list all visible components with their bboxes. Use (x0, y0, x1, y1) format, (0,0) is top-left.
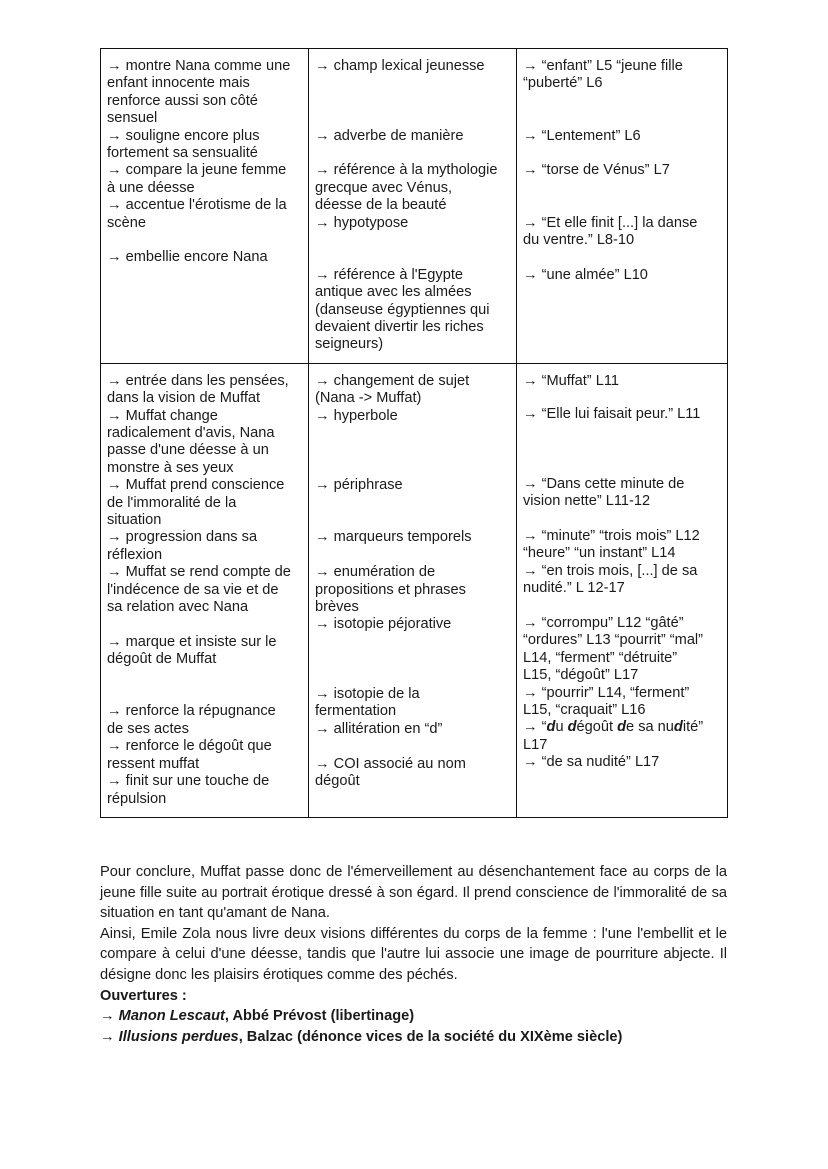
cell-line: → marqueurs temporels (315, 529, 472, 546)
cell-line: → montre Nana comme une (107, 58, 291, 74)
cell-line: → “en trois mois, [...] de sa (523, 562, 698, 579)
book-title: Illusions perdues (118, 1028, 239, 1045)
cell-line: ressent muffat (107, 755, 200, 772)
cell-line: de l'immoralité de la (107, 494, 237, 511)
table-cell-interpretation (101, 49, 309, 364)
cell-line: → progression dans sa (107, 529, 258, 546)
table-cell-procede (309, 49, 517, 364)
ouvertures-heading: Ouvertures : (100, 987, 187, 1004)
cell-line: → renforce le dégoût que (107, 738, 272, 755)
cell-line: → “Muffat” L11 (523, 372, 619, 389)
cell-line: → marque et insiste sur le (107, 633, 277, 650)
cell-line: “puberté” L6 (523, 75, 603, 92)
cell-line: situation (107, 512, 162, 529)
cell-line: → entrée dans les pensées, (107, 372, 289, 389)
ouverture-item: → Manon Lescaut, Abbé Prévost (libertinage) (100, 1008, 415, 1025)
cell-line: grecque avec Vénus, (315, 179, 453, 196)
cell-line: → embellie encore Nana (107, 249, 268, 266)
cell-line: sensuel (107, 110, 158, 127)
cell-line: nudité.” L 12-17 (523, 580, 625, 597)
table-cell-interpretation (101, 363, 309, 817)
conclusion-paragraph: Ainsi, Emile Zola nous livre deux visions différentes du corps de la femme : l'une l'embellit et le compare à celui d'une déesse, tandis que l'autre lui associe une image de pourriture abjecte. Il désigne donc les plaisirs érotiques comme des péchés. (100, 925, 727, 983)
cell-line: L15, “dégoût” L17 (523, 667, 639, 684)
cell-line: → allitération en “d” (315, 720, 443, 737)
cell-line: → Muffat change (107, 407, 218, 424)
cell-line: sa relation avec Nana (107, 599, 249, 616)
cell-line: → “enfant” L5 “jeune fille (523, 58, 683, 74)
cell-line: à une déesse (107, 179, 195, 196)
cell-line: enfant innocente mais (107, 75, 250, 92)
cell-line: → “Dans cette minute de (523, 475, 685, 492)
cell-line: → enumération de (315, 564, 436, 581)
cell-line: monstre à ses yeux (107, 459, 234, 476)
cell-line: vision nette” L11-12 (523, 493, 651, 510)
cell-line: → changement de sujet (315, 372, 470, 389)
table-row (101, 49, 728, 364)
conclusion (100, 862, 727, 1047)
cell-line: l'indécence de sa vie et de (107, 581, 279, 598)
cell-line: dégoût (315, 773, 360, 789)
cell-line: → “une almée” L10 (523, 266, 648, 283)
cell-line: → adverbe de manière (315, 127, 464, 144)
cell-line: → accentue l'érotisme de la (107, 197, 287, 214)
cell-line: L17 (523, 736, 548, 753)
conclusion-paragraph: Pour conclure, Muffat passe donc de l'émerveillement au désenchantement face au corps de la jeune fille suite au portrait érotique dressé à son égard. Il prend conscience de l'immoralité de sa situation en tant qu'amant de Nana. (100, 864, 727, 922)
cell-line: → “corrompu” L12 “gâté” (523, 615, 684, 632)
cell-line: fermentation (315, 703, 397, 720)
cell-line: → “minute” “trois mois” L12 (523, 528, 700, 544)
cell-line: radicalement d'avis, Nana (107, 425, 275, 442)
cell-line: → “de sa nudité” L17 (523, 754, 660, 771)
cell-line: déesse de la beauté (315, 197, 447, 214)
cell-line: brèves (315, 599, 359, 615)
cell-line: → finit sur une touche de (107, 773, 270, 790)
cell-line: répulsion (107, 790, 167, 807)
cell-line: renforce aussi son côté (107, 92, 258, 109)
ouverture-item: → Illusions perdues, Balzac (dénonce vices de la société du XIXème siècle) (100, 1028, 623, 1045)
cell-line: “heure” “un instant” L14 (523, 545, 676, 562)
cell-line: passe d'une déesse à un (107, 442, 269, 459)
cell-line: → souligne encore plus (107, 127, 260, 144)
cell-line: devaient divertir les riches (315, 319, 484, 335)
cell-line: du ventre.” L8-10 (523, 231, 635, 248)
cell-line: scène (107, 214, 146, 231)
cell-line: de ses actes (107, 720, 189, 737)
cell-line: → isotopie péjorative (315, 616, 452, 633)
table-cell-procede (309, 363, 517, 817)
cell-line: → “pourrir” L14, “ferment” (523, 684, 690, 701)
cell-line: dans la vision de Muffat (107, 390, 261, 407)
cell-line: → référence à la mythologie (315, 162, 498, 179)
cell-line: → champ lexical jeunesse (315, 58, 485, 74)
cell-line: seigneurs) (315, 336, 384, 353)
cell-line: propositions et phrases (315, 581, 466, 598)
cell-line: → “Elle lui faisait peur.” L11 (523, 406, 701, 423)
cell-line: fortement sa sensualité (107, 145, 258, 162)
cell-line: L14, “ferment” “détruite” (523, 649, 678, 666)
analysis-table (100, 48, 728, 818)
table-cell-citation (517, 363, 728, 817)
cell-line: → compare la jeune femme (107, 162, 287, 179)
cell-line: → “torse de Vénus” L7 (523, 162, 670, 179)
cell-line: dégoût de Muffat (107, 651, 217, 668)
table-row (101, 363, 728, 817)
cell-line: réflexion (107, 546, 163, 563)
cell-line: → isotopie de la (315, 685, 420, 702)
cell-line: → référence à l'Egypte (315, 266, 463, 283)
cell-line: → hyperbole (315, 407, 398, 424)
cell-line: → périphrase (315, 477, 403, 494)
table-cell-citation (517, 49, 728, 364)
cell-line-alliteration: → “du dégoût de sa nudité” (523, 719, 704, 736)
cell-line: → hypotypose (315, 214, 409, 231)
cell-line: → Muffat se rend compte de (107, 564, 291, 581)
cell-line: → “Lentement” L6 (523, 127, 641, 144)
cell-line: → COI associé au nom (315, 755, 466, 772)
cell-line: antique avec les almées (315, 284, 472, 301)
book-title: Manon Lescaut (118, 1008, 225, 1025)
cell-line: “ordures” L13 “pourrit” “mal” (523, 632, 704, 649)
cell-line: (Nana -> Muffat) (315, 390, 422, 407)
cell-line: L15, “craquait” L16 (523, 702, 646, 719)
cell-line: → “Et elle finit [...] la danse (523, 214, 698, 231)
cell-line: → Muffat prend conscience (107, 477, 285, 494)
cell-line: → renforce la répugnance (107, 703, 276, 720)
cell-line: (danseuse égyptiennes qui (315, 301, 490, 318)
